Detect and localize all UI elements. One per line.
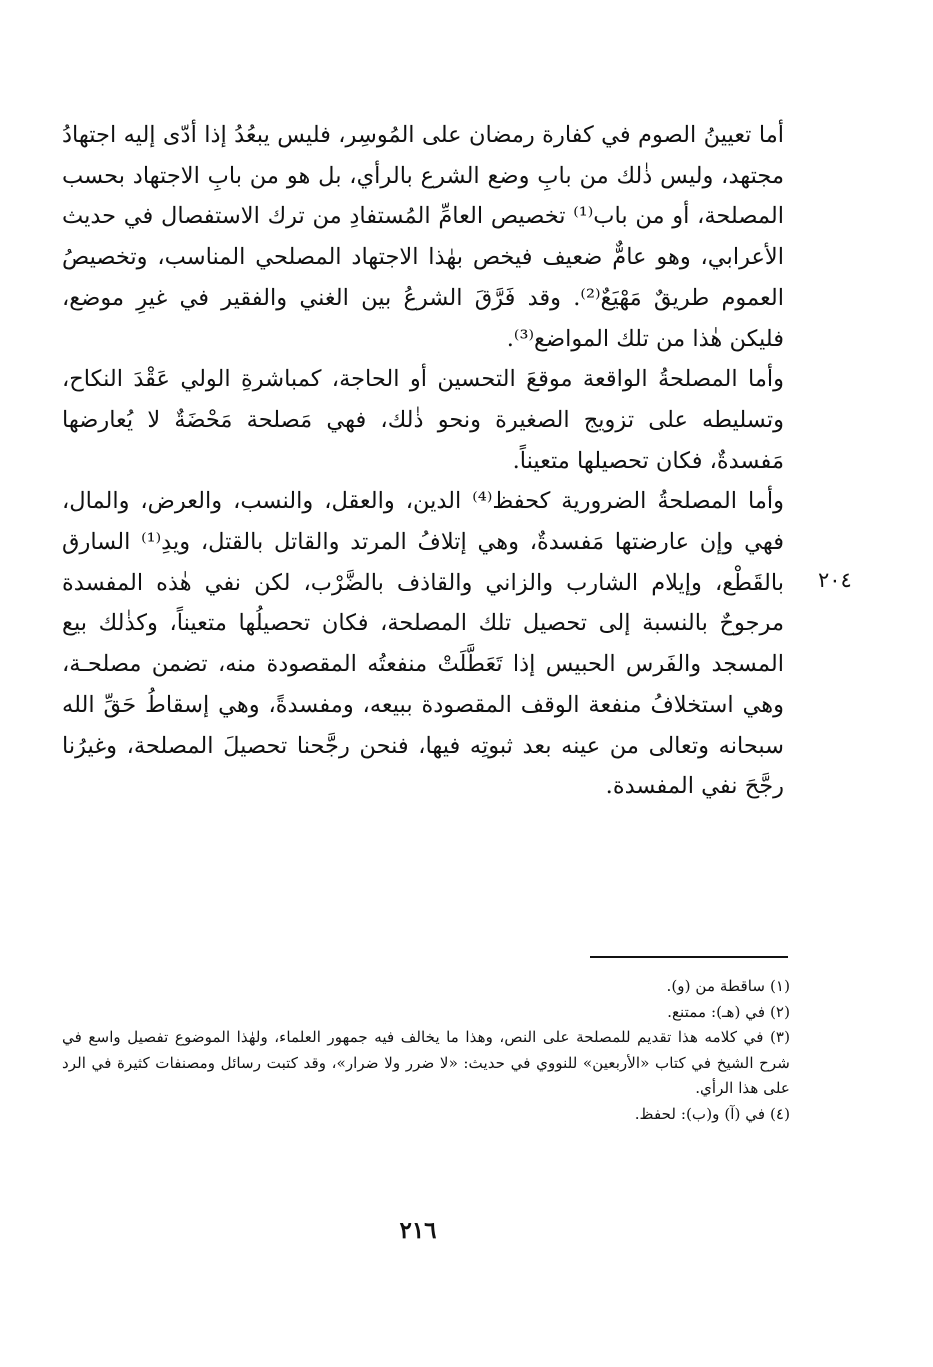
footnote-4: (٤) في (آ) و(ب): لحفظ.: [634, 1104, 790, 1123]
paragraph-2: وأما المصلحةُ الواقعة موقعَ التحسين أو الحاجة، كمباشرةِ الولي عَقْدَ النكاح، وتسليطه على تزويج الصغيرة ونحو ذٰلك، فهي مَصلحة مَحْضَةٌ لا يُعارضها مَفسدةٌ، فكان تحصيلها متعيناً.: [62, 366, 784, 474]
margin-reference-number: ٢٠٤: [818, 568, 852, 592]
footnote-separator: [590, 956, 788, 958]
paragraph-1: أما تعيينُ الصوم في كفارة رمضان على المُوسِر، فليس يبعُدُ إذا أدّى إليه اجتهادُ مجتهد، وليس ذٰلك من بابِ وضع الشرع بالرأي، بل هو من بابِ الاجتهاد بحسب المصلحة، أو من باب⁽¹⁾ تخصيص العامِّ المُستفادِ من ترك الاستفصال في حديث الأعرابي، وهو عامٌّ ضعيف فيخص بهٰذا الاجتهاد المصلحي المناسب، وتخصيصُ العموم طريقٌ مَهْيَعٌ⁽²⁾. وقد فَرَّقَ الشرعُ بين الغني والفقير في غيرِ موضع، فليكن هٰذا من تلك المواضع⁽³⁾.: [62, 122, 785, 352]
page-number: ٢١٦: [399, 1217, 437, 1244]
footnote-2: (٢) في (هـ): ممتنع.: [667, 1002, 790, 1021]
footnotes: [62, 974, 790, 1127]
main-text: [62, 115, 784, 807]
footnote-3: (٣) في كلامه هذا تقديم للمصلحة على النص، وهذا ما يخالف فيه جمهور العلماء، ولهٰذا الموضوع تفصيل واسع في شرح الشيخ في كتاب «الأربعين» للنووي في حديث: «لا ضرر ولا ضرار»، وقد كتبت رسائل ومصنفات كثيرة في الرد على هذا الرأي.: [62, 1028, 790, 1097]
footnote-1: (١) ساقطة من (و).: [666, 977, 790, 995]
paragraph-3: وأما المصلحةُ الضرورية كحفظ⁽⁴⁾ الدين، والعقل، والنسب، والعرض، والمال، فهي وإن عارضتها مَفسدةٌ، وهي إتلافُ المرتد والقاتل بالقتل، ويدِ⁽¹⁾ السارق بالقَطْع، وإيلام الشارب والزاني والقاذف بالضَّرْب، لكن نفي هٰذه المفسدة مرجوحٌ بالنسبة إلى تحصيل تلك المصلحة، فكان تحصيلُها متعيناً، وكذٰلك بيع المسجد والفَرس الحبيس إذا تَعَطَّلَتْ منفعتُه المقصودة منه، تضمن مصلحـة، وهي استخلافُ منفعة الوقف المقصودة ببيعه، ومفسدةً، وهي إسقاطُ حَقِّ الله سبحانه وتعالى من عينه بعد ثبوتِه فيها، فنحن رجَّحنا تحصيلَ المصلحة، وغيرُنا رجَّحَ نفي المفسدة.: [62, 488, 784, 800]
